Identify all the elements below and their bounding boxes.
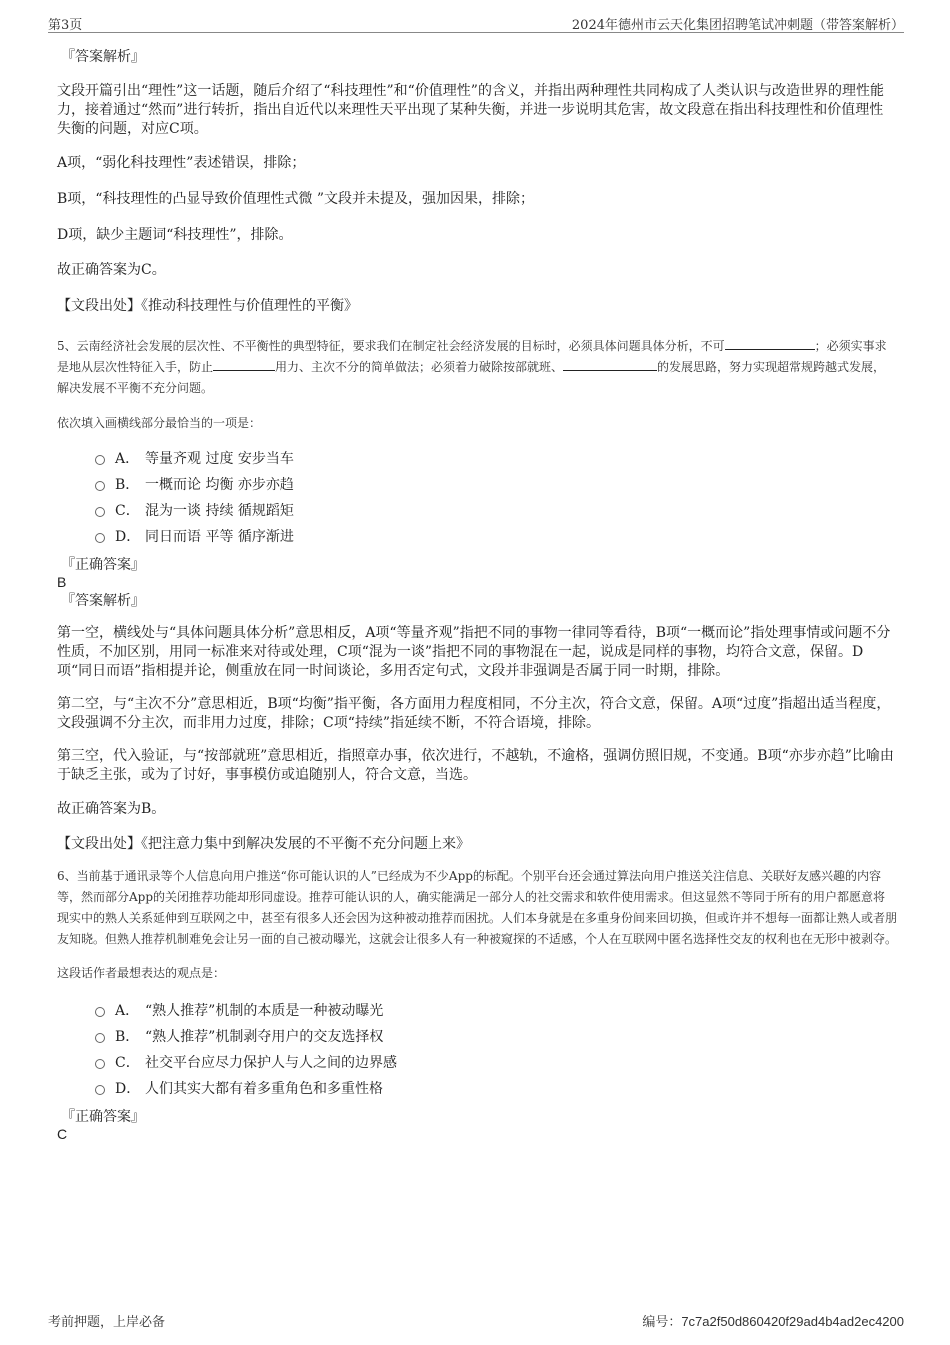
q4-conclusion: 故正确答案为C。 <box>57 262 166 278</box>
footer-slogan: 考前押题，上岸必备 <box>48 1315 166 1330</box>
document-title: 2024年德州市云天化集团招聘笔试冲刺题（带答案解析） <box>571 18 904 33</box>
page-number: 第3页 <box>48 18 83 33</box>
radio-icon[interactable] <box>95 481 105 491</box>
option-text: 社交平台应尽力保护人与人之间的边界感 <box>145 1055 397 1071</box>
radio-icon[interactable] <box>95 1085 105 1095</box>
q5-stem-part-2: ；必须实事求是地从层次性特征入手，防止 <box>57 339 887 374</box>
q5-stem <box>57 336 897 399</box>
footer-code-value: 7c7a2f50d860420f29ad4b4ad2ec4200 <box>681 1314 904 1329</box>
q5-stem-part-1: 5、云南经济社会发展的层次性、不平衡性的典型特征，要求我们在制定社会经济发展的目标时，必须具体问题具体分析，不可 <box>57 339 725 353</box>
option-text: 混为一谈 持续 循规蹈矩 <box>145 503 294 519</box>
option-letter: A． <box>115 451 140 467</box>
radio-icon[interactable] <box>95 1007 105 1017</box>
q6-options <box>95 998 897 1102</box>
q6-answer-heading: 『正确答案』 <box>61 1109 145 1125</box>
option-text: 等量齐观 过度 安步当车 <box>145 451 294 467</box>
radio-icon[interactable] <box>95 1059 105 1069</box>
q6-option-d[interactable] <box>95 1076 897 1102</box>
option-text: “熟人推荐”机制剥夺用户的交友选择权 <box>145 1029 384 1045</box>
q5-option-a[interactable] <box>95 446 897 472</box>
option-letter: B． <box>115 477 140 493</box>
q5-analysis-paragraph-3: 第三空，代入验证，与“按部就班”意思相近，指照章办事，依次进行，不越轨，不逾格，强调仿照旧规，不变通。B项“亦步亦趋”比喻由于缺乏主张，或为了讨好，事事模仿或追随别人，符合文意，当选。 <box>57 748 894 783</box>
option-letter: A． <box>115 1003 140 1019</box>
q5-blank-3 <box>563 358 657 371</box>
option-text: 同日而语 平等 循序渐进 <box>145 529 294 545</box>
q6-prompt: 这段话作者最想表达的观点是： <box>57 966 226 980</box>
q5-analysis-paragraph-1: 第一空，横线处与“具体问题具体分析”意思相反，A项“等量齐观”指把不同的事物一律同等看待，B项“一概而论”指处理事情或问题不分性质，不加区别，用同一标准来对待或处理，C项“混为一谈”指把不同的事物混在一起，说成是同样的事物，均符合文意，保留。D项“同日而语”指相提并论，侧重放在同一时间谈论，多用否定句式，文段并非强调是否属于同一时期，排除。 <box>57 625 891 679</box>
footer-code <box>642 1311 904 1330</box>
q5-option-b[interactable] <box>95 472 897 498</box>
q5-option-c[interactable] <box>95 498 897 524</box>
option-text: 人们其实大都有着多重角色和多重性格 <box>145 1081 383 1097</box>
radio-icon[interactable] <box>95 533 105 543</box>
q6-answer: C <box>57 1126 68 1142</box>
q4-analysis-paragraph: 文段开篇引出“理性”这一话题，随后介绍了“科技理性”和“价值理性”的含义，并指出两种理性共同构成了人类认识与改造世界的理性能力，接着通过“然而”进行转折，指出自近代以来理性天平出现了某种失衡，并进一步说明其危害，故文段意在指出科技理性和价值理性失衡的问题，对应C项。 <box>57 83 884 137</box>
q5-blank-2 <box>213 358 275 371</box>
footer-code-label: 编号： <box>642 1315 682 1330</box>
q4-source: 【文段出处】《推动科技理性与价值理性的平衡》 <box>57 298 358 314</box>
q4-analysis-heading: 『答案解析』 <box>61 49 145 65</box>
q5-conclusion: 故正确答案为B。 <box>57 801 166 817</box>
option-text: 一概而论 均衡 亦步亦趋 <box>145 477 294 493</box>
option-letter: D． <box>115 529 141 545</box>
option-letter: B． <box>115 1029 140 1045</box>
q4-analysis-option-d: D项，缺少主题词“科技理性”，排除。 <box>57 227 293 243</box>
q4-analysis-option-a: A项，“弱化科技理性”表述错误，排除； <box>57 155 306 171</box>
option-letter: C． <box>115 503 140 519</box>
q5-stem-part-3: 用力、主次不分的简单做法；必须着力破除按部就班、 <box>275 360 564 374</box>
q5-prompt: 依次填入画横线部分最恰当的一项是： <box>57 416 262 430</box>
q5-blank-1 <box>725 337 815 350</box>
q6-stem: 6、当前基于通讯录等个人信息向用户推送“你可能认识的人”已经成为不少App的标配。个别平台还会通过算法向用户推送关注信息、关联好友感兴趣的内容等，然而部分App的关闭推荐功能却形同虚设。推荐可能认识的人，确实能满足一部分人的社交需求和软件使用需求。但这显然不等同于所有的用户都愿意将现实中的熟人关系延伸到互联网之中，甚至有很多人还会因为这种被动推荐而困扰。人们本身就是在多重身份间来回切换，但或许并不想每一面都让熟人或者朋友知晓。但熟人推荐机制难免会让另一面的自己被动曝光，这就会让很多人有一种被窥探的不适感，个人在互联网中匿名选择性交友的权利也在无形中被剥夺。 <box>57 869 898 946</box>
page-header <box>48 10 904 33</box>
option-letter: D． <box>115 1081 141 1097</box>
q5-source: 【文段出处】《把注意力集中到解决发展的不平衡不充分问题上来》 <box>57 836 470 852</box>
q5-analysis-paragraph-2: 第二空，与“主次不分”意思相近，B项“均衡”指平衡，各方面用力程度相同，不分主次，符合文意，保留。A项“过度”指超出适当程度，文段强调不分主次，而非用力过度，排除；C项“持续”指延续不断，不符合语境，排除。 <box>57 696 891 731</box>
q5-options <box>95 446 897 550</box>
q6-option-b[interactable] <box>95 1024 897 1050</box>
option-letter: C． <box>115 1055 140 1071</box>
page-content <box>57 46 897 1142</box>
q5-stem-part-4: 的发展思路，努力实现超常规跨越式发展，解决发展不平衡不充分问题。 <box>57 360 886 395</box>
q5-answer: B <box>57 574 67 590</box>
option-text: “熟人推荐”机制的本质是一种被动曝光 <box>145 1003 384 1019</box>
q4-analysis-option-b: B项，“科技理性的凸显导致价值理性式微 ”文段并未提及，强加因果，排除； <box>57 191 535 207</box>
q5-option-d[interactable] <box>95 524 897 550</box>
radio-icon[interactable] <box>95 507 105 517</box>
radio-icon[interactable] <box>95 1033 105 1043</box>
q6-option-c[interactable] <box>95 1050 897 1076</box>
q5-analysis-heading: 『答案解析』 <box>61 593 145 609</box>
q5-answer-heading: 『正确答案』 <box>61 557 145 573</box>
radio-icon[interactable] <box>95 455 105 465</box>
q6-option-a[interactable] <box>95 998 897 1024</box>
